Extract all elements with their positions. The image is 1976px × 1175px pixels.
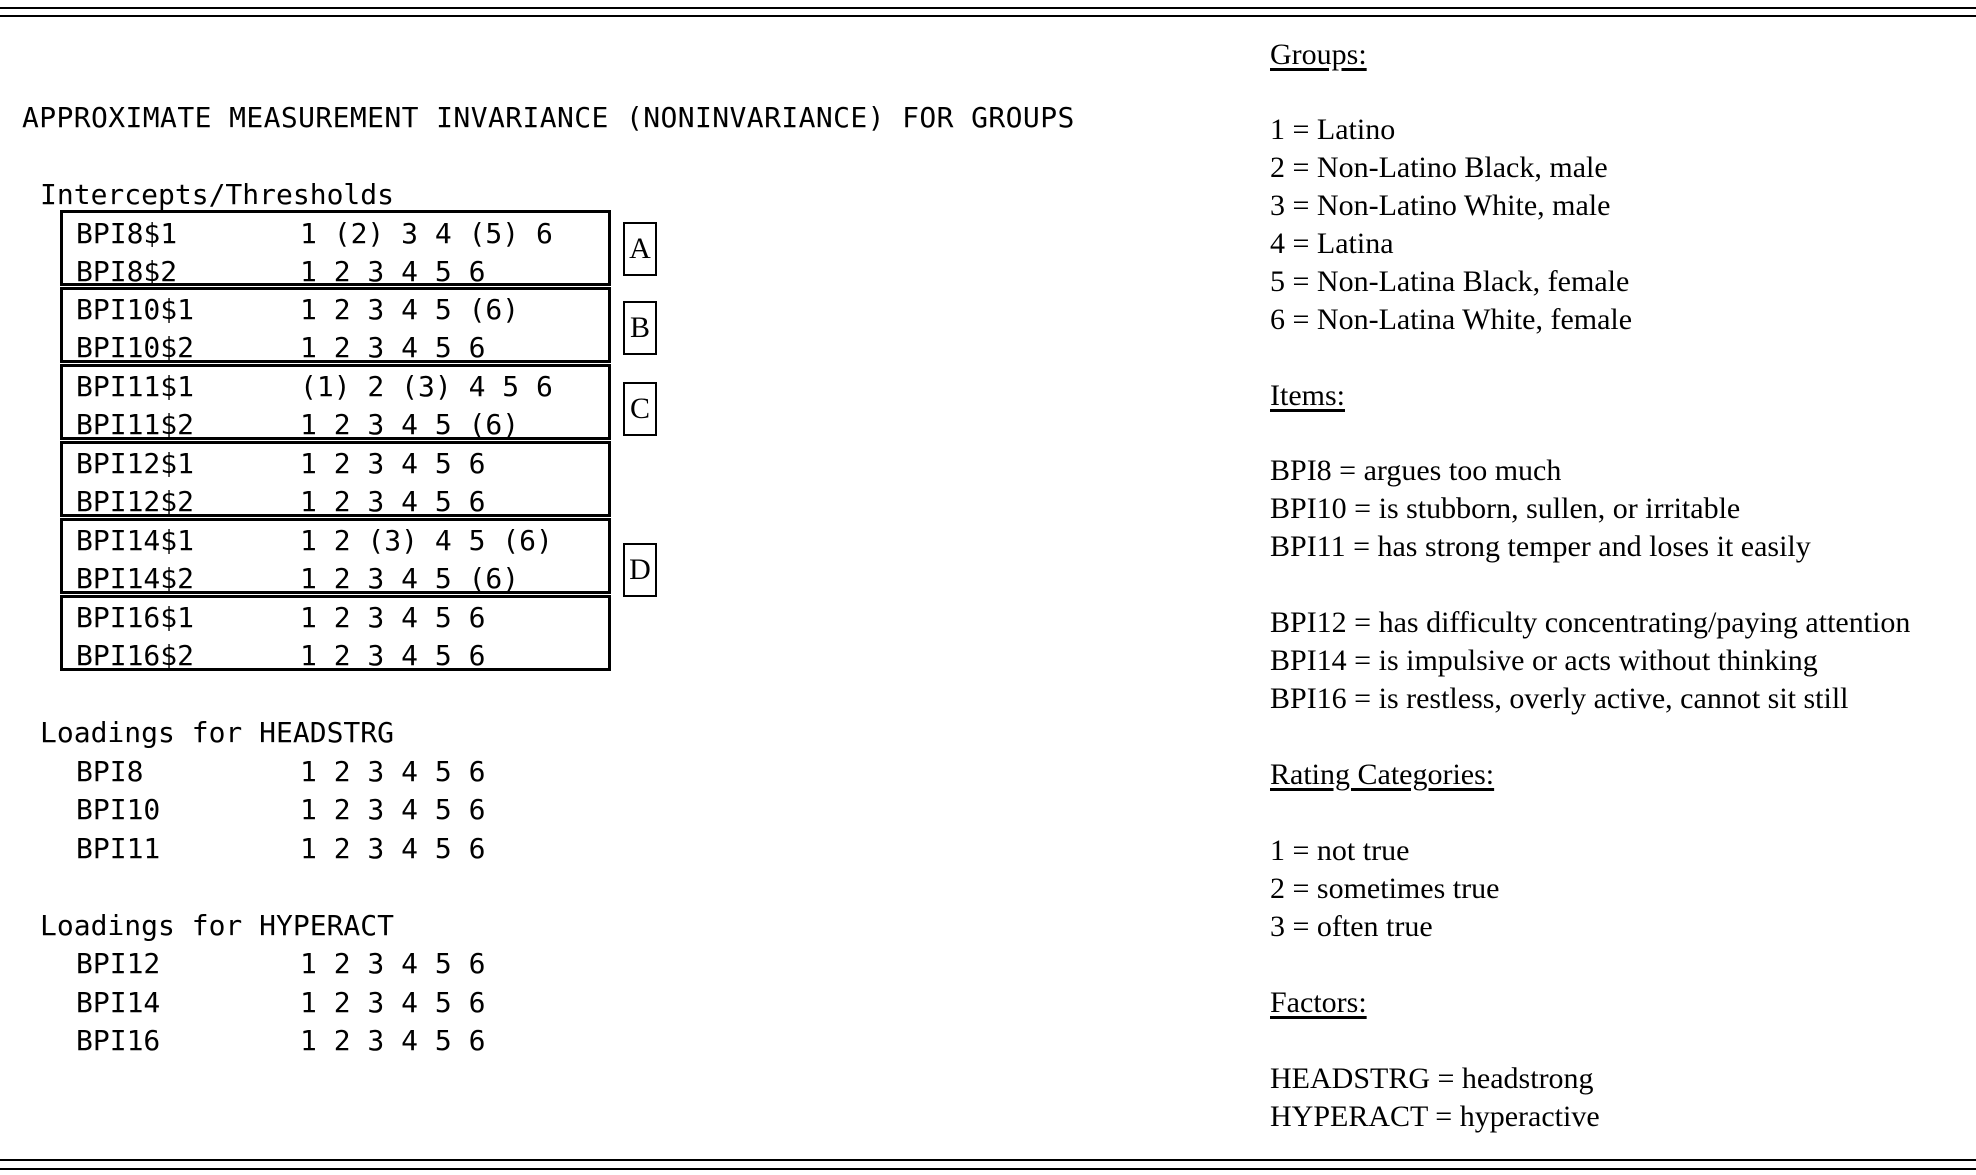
groups-heading: Groups: [1270, 38, 1367, 71]
table-row [76, 329, 636, 367]
legend-line: BPI12 = has difficulty concentrating/paying attention [1270, 606, 1911, 639]
group-list: 1 2 3 4 5 (6) [300, 293, 520, 326]
group-list: 1 2 3 4 5 6 [300, 639, 486, 672]
item-code: BPI11 [76, 832, 161, 865]
legend-line: 3 = often true [1270, 910, 1433, 943]
legend-line: 3 = Non-Latino White, male [1270, 189, 1611, 222]
table-row [76, 522, 636, 560]
table-row [76, 215, 636, 253]
table-row [76, 637, 636, 675]
legend-line: 5 = Non-Latina Black, female [1270, 265, 1630, 298]
table-row [76, 406, 636, 444]
legend-line: BPI11 = has strong temper and loses it easily [1270, 530, 1811, 563]
page-title: APPROXIMATE MEASUREMENT INVARIANCE (NONINVARIANCE) FOR GROUPS [22, 101, 1075, 134]
item-code: BPI10$2 [76, 331, 195, 364]
item-code: BPI16 [76, 1024, 161, 1057]
item-code: BPI10$1 [76, 293, 195, 326]
table-row [76, 253, 636, 291]
intercepts-label: Intercepts/Thresholds [40, 178, 395, 211]
table-row [76, 984, 486, 1022]
group-list: 1 2 3 4 5 6 [300, 1024, 486, 1057]
group-list: 1 2 3 4 5 6 [300, 601, 486, 634]
tag-b: B [623, 301, 657, 355]
legend-line: 1 = not true [1270, 834, 1410, 867]
legend-line: BPI14 = is impulsive or acts without thinking [1270, 644, 1818, 677]
table-row [76, 830, 486, 868]
top-rule-outer [0, 7, 1976, 9]
item-code: BPI12$2 [76, 485, 195, 518]
tag-c: C [623, 382, 657, 436]
item-code: BPI11$1 [76, 370, 195, 403]
item-code: BPI16$2 [76, 639, 195, 672]
group-list: 1 2 3 4 5 6 [300, 255, 486, 288]
item-code: BPI11$2 [76, 408, 195, 441]
table-row [76, 291, 636, 329]
legend-line: BPI8 = argues too much [1270, 454, 1562, 487]
legend-line: 1 = Latino [1270, 113, 1396, 146]
item-code: BPI14 [76, 986, 161, 1019]
legend-line: BPI10 = is stubborn, sullen, or irritable [1270, 492, 1741, 525]
bottom-rule-inner [0, 1168, 1976, 1170]
item-code: BPI16$1 [76, 601, 195, 634]
item-code: BPI8$2 [76, 255, 178, 288]
item-code: BPI10 [76, 793, 161, 826]
table-row [76, 753, 486, 791]
rating-heading: Rating Categories: [1270, 758, 1495, 791]
group-list: 1 2 3 4 5 6 [300, 331, 486, 364]
item-code: BPI14$1 [76, 524, 195, 557]
legend-line: HEADSTRG = headstrong [1270, 1062, 1594, 1095]
group-list: 1 2 3 4 5 (6) [300, 562, 520, 595]
items-heading: Items: [1270, 379, 1345, 412]
item-code: BPI12$1 [76, 447, 195, 480]
table-row [76, 368, 636, 406]
legend-line: 4 = Latina [1270, 227, 1394, 260]
item-code: BPI8 [76, 755, 144, 788]
table-row [76, 483, 636, 521]
table-row [76, 445, 636, 483]
group-list: 1 2 3 4 5 (6) [300, 408, 520, 441]
group-list: 1 2 3 4 5 6 [300, 485, 486, 518]
table-row [76, 599, 636, 637]
table-row [76, 1022, 486, 1060]
table-row [76, 945, 486, 983]
group-list: 1 2 3 4 5 6 [300, 447, 486, 480]
item-code: BPI12 [76, 947, 161, 980]
legend-line: 6 = Non-Latina White, female [1270, 303, 1633, 336]
loadings-headstrg-label: Loadings for HEADSTRG [40, 716, 395, 749]
table-row [76, 791, 486, 829]
group-list: 1 2 3 4 5 6 [300, 986, 486, 1019]
tag-a: A [623, 222, 657, 276]
legend-line: 2 = sometimes true [1270, 872, 1500, 905]
table-row [76, 560, 636, 598]
group-list: 1 (2) 3 4 (5) 6 [300, 217, 553, 250]
group-list: 1 2 3 4 5 6 [300, 947, 486, 980]
group-list: 1 2 3 4 5 6 [300, 755, 486, 788]
legend-line: HYPERACT = hyperactive [1270, 1100, 1600, 1133]
factors-heading: Factors: [1270, 986, 1367, 1019]
group-list: 1 2 3 4 5 6 [300, 793, 486, 826]
item-code: BPI14$2 [76, 562, 195, 595]
legend-line: 2 = Non-Latino Black, male [1270, 151, 1608, 184]
group-list: 1 2 3 4 5 6 [300, 832, 486, 865]
group-list: 1 2 (3) 4 5 (6) [300, 524, 553, 557]
item-code: BPI8$1 [76, 217, 178, 250]
group-list: (1) 2 (3) 4 5 6 [300, 370, 553, 403]
tag-d: D [623, 543, 657, 597]
loadings-hyperact-label: Loadings for HYPERACT [40, 909, 395, 942]
legend-line: BPI16 = is restless, overly active, cannot sit still [1270, 682, 1849, 715]
bottom-rule-outer [0, 1159, 1976, 1161]
top-rule-inner [0, 15, 1976, 17]
